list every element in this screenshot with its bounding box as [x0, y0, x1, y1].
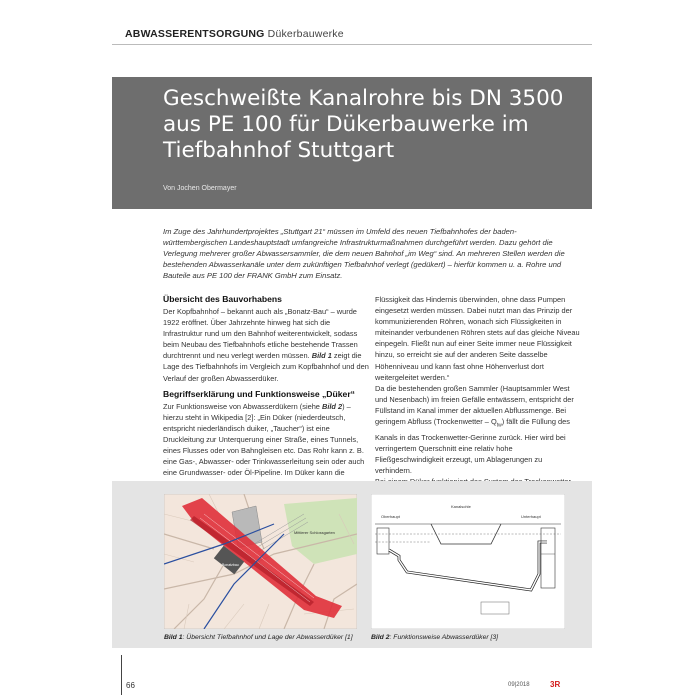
figure-ref: Bild 1 [311, 351, 332, 361]
figure-ref: Bild 2 [321, 401, 343, 411]
diagram-label-top: Oberhaupt [381, 514, 400, 519]
subsection-label: Dükerbauwerke [267, 28, 344, 40]
article-title: Geschweißte Kanalrohre bis DN 3500 aus PE 100 für Dükerbauwerke im Tiefbahnhof Stuttgart [163, 86, 564, 163]
section-header [125, 28, 344, 40]
site-map-image [164, 494, 357, 629]
diagram-label-right: Unterhaupt [521, 514, 541, 519]
heading-overview: Übersicht des Bauvorhabens [163, 294, 282, 304]
article-author: Von Jochen Obermayer [163, 185, 237, 192]
subscript: tw [496, 422, 502, 429]
text-run: zeigt die Lage des Tiefbahnhofs im Vergleich zum Kopfbahnhof und den Verlauf der großen Abwasserdüker. [163, 351, 369, 383]
diagram-label-mid: Kanalsohle [451, 504, 471, 509]
page-number-rule [121, 655, 122, 695]
header-rule [112, 44, 592, 45]
caption-label: Bild 2 [371, 634, 390, 641]
text-run: ) fällt die Füllung des Kanals in das Trockenwetter-Gerinne zurück. Hier wird bei verringertem Querschnitt eine relativ hohe Fließgeschwindigkeit erzeugt, um Ablagerungen zu verhindern. [375, 417, 570, 475]
paragraph-principle: Flüssigkeit das Hindernis überwinden, ohne dass Pumpen eingesetzt werden müssen. Dabei nutzt man das Prinzip der kommunizierenden Röhren, wonach sich Flüssigkeiten in miteinander verbundenen Röhren stets auf das gleiche Niveau einpegeln. Fließt nun auf einer Seite immer neue Flüssigkeit hinzu, so erreicht sie auf der anderen Seite dasselbe Höhenniveau und kann fast ohne Höhenverlust dort weitergeleitet werden.“ [375, 295, 580, 382]
figure2-caption [371, 634, 498, 641]
text-run: Da die bestehenden großen Sammler (Hauptsammler West und Nesenbach) im freien Gefälle entwässern, entspricht der Füllstand im Kanal immer der aktuellen Abflussmenge. Bei geringem Abfluss (Trockenwetter – Q [375, 383, 574, 427]
paragraph-collectors [375, 383, 581, 476]
caption-text: : Funktionsweise Abwasserdüker [3] [389, 634, 499, 641]
text-column-2 [375, 294, 581, 498]
caption-text: : Übersicht Tiefbahnhof und Lage der Abwasserdüker [1] [182, 634, 353, 641]
paragraph-overview [163, 306, 369, 384]
text-run: Der Kopfbahnhof – bekannt auch als „Bonatz-Bau“ – wurde 1922 eröffnet. Über Jahrzehnte hinweg hat sich die Infrastruktur rund um den Bahnhof weiterentwickelt, sodass beim Neubau des Tiefbahnhofs etliche bestehende Trassen durchtrennt und neu verlegt werden müssen. [163, 307, 358, 361]
map-label-park: Mittlerer Schlossgarten [294, 530, 335, 535]
figure1-caption [164, 634, 353, 641]
text-run: ) – hierzu steht in Wikipedia [2]: „Ein Düker (niederdeutsch, entspricht niederländisch duiker, „Taucher“) ist eine Druckleitung zur Unterquerung einer Straße, eines Tunnels, eines Flusses oder von Bahngleisen etc. Das Rohr kann z. B. eine Gas-, Abwasser- oder Trinkwasserleitung sein oder auch eine Grundwasser- oder Öl-Pipeline. Im Düker kann die [163, 401, 365, 478]
heading-definition: Begriffserklärung und Funktionsweise „Düker“ [163, 388, 355, 399]
page-number: 66 [126, 681, 135, 690]
caption-label: Bild 1 [164, 634, 183, 641]
article-lead: Im Zuge des Jahrhundertprojektes „Stuttgart 21“ müssen im Umfeld des neuen Tiefbahnhofes der baden-württembergischen Landeshauptstadt umfangreiche Infrastrukturmaßnahmen durchgeführt werden. Dazu gehört die Verlegung mehrerer großer Abwassersammler, die dem neuen Bahnhof „im Weg“ sind. An mehreren Stellen werden die bestehenden Abwasserkanäle unter dem zukünftigen Tiefbahnhof verlegt (gedükert) – hierfür kommen u. a. Rohre und Bauteile aus PE 100 der FRANK GmbH zum Einsatz. [163, 227, 565, 281]
section-label: ABWASSERENTSORGUNG [125, 28, 265, 40]
text-run: Zur Funktionsweise von Abwasserdükern (siehe [163, 401, 322, 411]
siphon-diagram-image [371, 494, 565, 629]
map-label-building: Bonatzbau [222, 563, 239, 567]
text-column-1 [163, 294, 369, 478]
issue-label: 09|2018 [508, 682, 530, 688]
magazine-logo: 3R [550, 680, 561, 689]
paragraph-definition [163, 401, 369, 479]
